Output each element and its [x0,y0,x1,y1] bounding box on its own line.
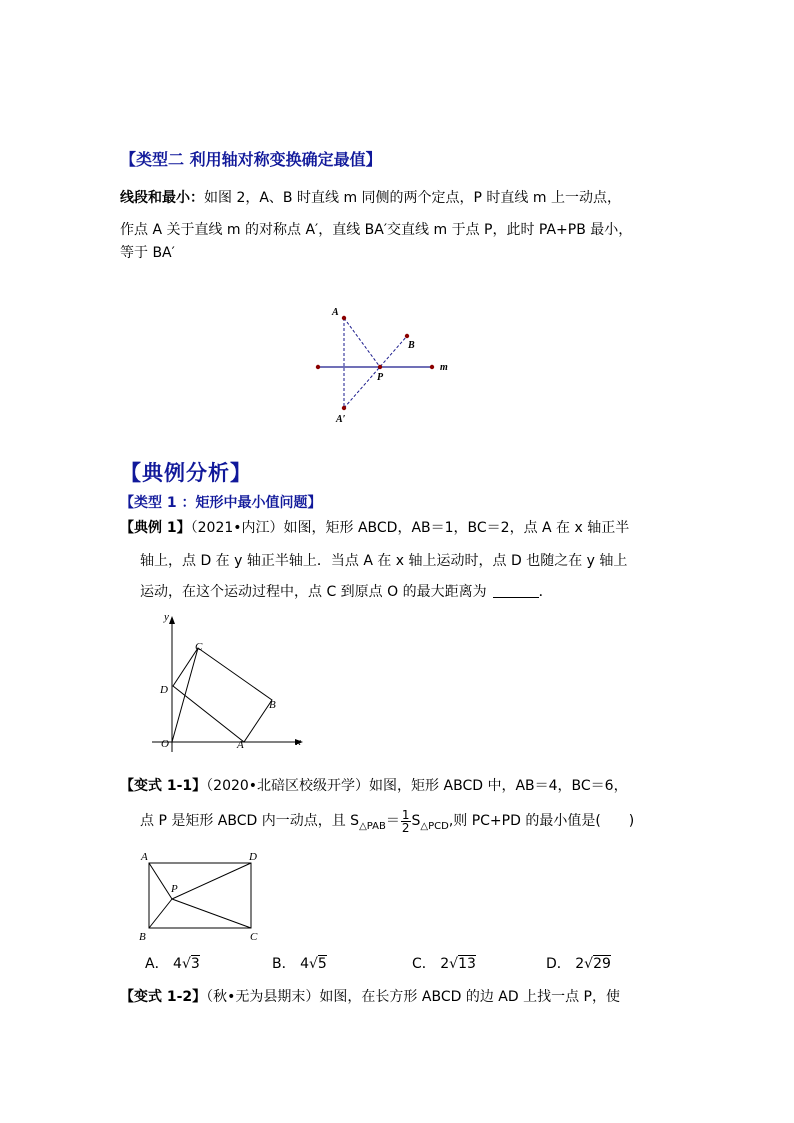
sqrt-icon: √ [584,956,594,972]
figure-axis-symmetry [300,300,470,430]
rectangle-abcd [173,648,272,742]
choice-a-letter: A． [145,956,169,972]
label-x: x [296,736,301,748]
label-b: B [269,699,276,711]
choice-c-radicand: 13 [458,956,476,972]
variant1-1-eq: ＝ [385,813,400,829]
variant1-2-line-1 [120,982,620,1012]
segment-pd [172,863,251,899]
segment-pc [172,899,251,928]
segment-oc [172,648,198,742]
label-y: y [164,612,169,623]
label-p: P [171,883,178,895]
label-a: A [332,307,339,318]
type1-title: 【类型 1 ：矩形中最小值问题】 [120,495,322,511]
point-m-right [430,365,434,369]
choice-d-coef: 2 [575,956,585,972]
label-a-prime: A′ [336,414,346,425]
label-o: O [161,738,169,750]
min-sum-line-2: 作点 A 关于直线 m 的对称点 A′，直线 BA′交直线 m 于点 P，此时 PA+PB 最小， [120,222,633,238]
figure-rectangle-p [135,848,275,943]
variant1-2-label: 【变式 1-2】 [120,989,207,1005]
fraction-half [401,809,411,834]
choice-d-radicand: 29 [593,956,611,972]
choice-b-coef: 4 [300,956,309,972]
point-a-prime [342,406,346,410]
min-sum-text-1: 如图 2，A、B 时直线 m 同侧的两个定点，P 时直线 m 上一动点， [204,190,621,206]
choice-c-letter: C． [412,956,436,972]
point-a [342,316,346,320]
choice-b-radicand: 5 [317,956,327,972]
label-a: A [237,739,244,751]
sqrt-icon: √ [181,956,191,972]
variant1-1-s2: S [411,813,421,829]
label-a: A [141,851,148,863]
point-p [378,365,382,369]
segment-pb [149,899,172,928]
variant1-1-line-2 [140,806,634,842]
fraction-numerator: 1 [401,807,410,822]
example1-period: ． [538,584,553,600]
example1-line-2: 轴上，点 D 在 y 轴正半轴上．当点 A 在 x 轴上运动时，点 D 也随之在 y 轴上 [140,553,628,569]
label-p: P [377,372,384,383]
sqrt-icon: √ [449,956,459,972]
sqrt-icon: √ [308,956,318,972]
fraction-denominator: 2 [401,820,410,835]
rectangle-abcd [149,863,251,928]
variant1-1-text-1: （2020•北碚区校级开学）如图，矩形 ABCD 中，AB＝4，BC＝6， [206,778,628,794]
label-b: B [139,931,146,943]
label-c: C [195,641,203,653]
min-sum-line-1 [120,185,621,211]
example1-line-1 [120,513,629,543]
choice-b [272,953,327,973]
variant1-1-label: 【变式 1-1】 [120,778,207,794]
point-m-left [316,365,320,369]
point-b [405,334,409,338]
label-d: D [249,851,257,863]
variant1-1-sub-1: △PAB [359,820,386,832]
variant1-1-text-2a: 点 P 是矩形 ABCD 内一动点，且 S [140,813,360,829]
choice-b-letter: B． [272,956,296,972]
example1-text-3: 运动，在这个运动过程中，点 C 到原点 O 的最大距离为 [140,584,487,600]
section-title: 【类型二 利用轴对称变换确定最值】 [120,150,382,169]
y-axis-arrow [169,616,175,624]
label-c: C [250,931,258,943]
example1-label: 【典例 1】 [120,520,191,536]
label-m: m [440,362,448,373]
example1-text-1: （2021•内江）如图，矩形 ABCD，AB＝1，BC＝2，点 A 在 x 轴正半 [190,520,630,536]
label-b: B [408,340,415,351]
segment-aprime-b [344,336,407,408]
choice-d-letter: D． [546,956,571,972]
example1-line-3 [140,577,553,607]
choice-a [145,953,200,973]
variant1-2-text: （秋•无为县期末）如图，在长方形 ABCD 的边 AD 上找一点 P，使 [206,989,620,1005]
segment-pa [149,863,172,899]
choice-c [412,953,476,973]
min-sum-label: 线段和最小： [120,190,204,206]
variant1-1-sub-2: △PCD [420,820,449,832]
choice-a-coef: 4 [173,956,182,972]
choice-d [546,953,611,973]
variant1-1-text-2b: ,则 PC+PD 的最小值是( ) [448,813,635,829]
min-sum-line-3: 等于 BA′ [120,245,175,261]
label-d: D [160,684,168,696]
choice-a-radicand: 3 [190,956,200,972]
figure-rectangle-axes [140,612,320,762]
variant1-1-line-1 [120,771,628,801]
analysis-title: 【典例分析】 [120,461,252,485]
choice-c-coef: 2 [440,956,450,972]
answer-blank [493,583,539,598]
segment-ap [344,318,380,367]
